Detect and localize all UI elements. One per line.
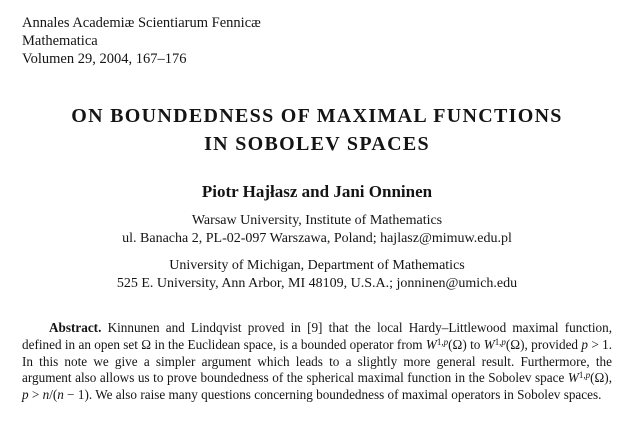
abstract-text-6: > (28, 387, 43, 403)
abstract-text-3: (Ω), provided (505, 336, 582, 352)
journal-name: Annales Academiæ Scientiarum Fennicæ (22, 15, 261, 31)
superscript-p: p (585, 370, 591, 381)
superscript-p: p (501, 336, 506, 347)
affiliation-warsaw (22, 212, 612, 248)
math-symbol-W: W (483, 336, 495, 352)
authors-line: Piotr Hajłasz and Jani Onninen (201, 182, 433, 201)
abstract-text-8: − 1). We also raise many questions concerning boundedness of maximal operators in Sobolev spaces. (63, 387, 602, 403)
abstract-text-1: Kinnunen and Lindqvist proved in [9] that the local Hardy–Littlewood maximal function, defined in an open set Ω in the Euclidean space, is a bounded operator from (22, 320, 612, 352)
math-symbol-p: p (22, 387, 29, 403)
math-symbol-n: n (42, 387, 50, 403)
math-symbol-W: W (425, 336, 437, 352)
math-superscript (437, 337, 448, 347)
abstract-label: Abstract. (49, 320, 102, 335)
affiliation-warsaw-institute: Warsaw University, Institute of Mathematics (191, 213, 443, 228)
superscript-p: p (443, 336, 449, 347)
superscript-num: 1, (494, 336, 502, 347)
journal-series: Mathematica (22, 33, 98, 49)
math-symbol-W: W (567, 370, 579, 386)
abstract-text-2: (Ω) to (448, 336, 484, 352)
abstract-text-7: /( (49, 387, 58, 403)
math-symbol-n: n (57, 387, 64, 403)
math-symbol-p: p (581, 336, 588, 352)
superscript-num: 1, (436, 336, 444, 347)
abstract-text-4: > 1. In this note we give a simpler argument which leads to a slightly more general result. Furthermore, the argument also allows us to prove boundedness of the spherical maximal function in the Sobolev space (22, 336, 612, 386)
math-superscript (495, 337, 506, 347)
affiliation-michigan (22, 257, 612, 293)
affiliation-michigan-institute: University of Michigan, Department of Mathematics (169, 258, 465, 273)
journal-header (22, 14, 612, 68)
superscript-num: 1, (578, 370, 586, 381)
abstract-paragraph (22, 320, 612, 404)
journal-volume: Volumen 29, 2004, 167–176 (22, 51, 187, 67)
paper-title-line2: IN SOBOLEV SPACES (204, 133, 430, 155)
affiliation-michigan-address: 525 E. University, Ann Arbor, MI 48109, U.S.A.; jonninen@umich.edu (116, 276, 518, 291)
math-superscript (579, 370, 590, 380)
abstract-text-5: (Ω), (590, 370, 612, 386)
paper-title-line1: ON BOUNDEDNESS OF MAXIMAL FUNCTIONS (71, 105, 563, 127)
affiliation-warsaw-address: ul. Banacha 2, PL-02-097 Warszawa, Poland; hajlasz@mimuw.edu.pl (122, 231, 512, 246)
paper-title (22, 102, 612, 158)
